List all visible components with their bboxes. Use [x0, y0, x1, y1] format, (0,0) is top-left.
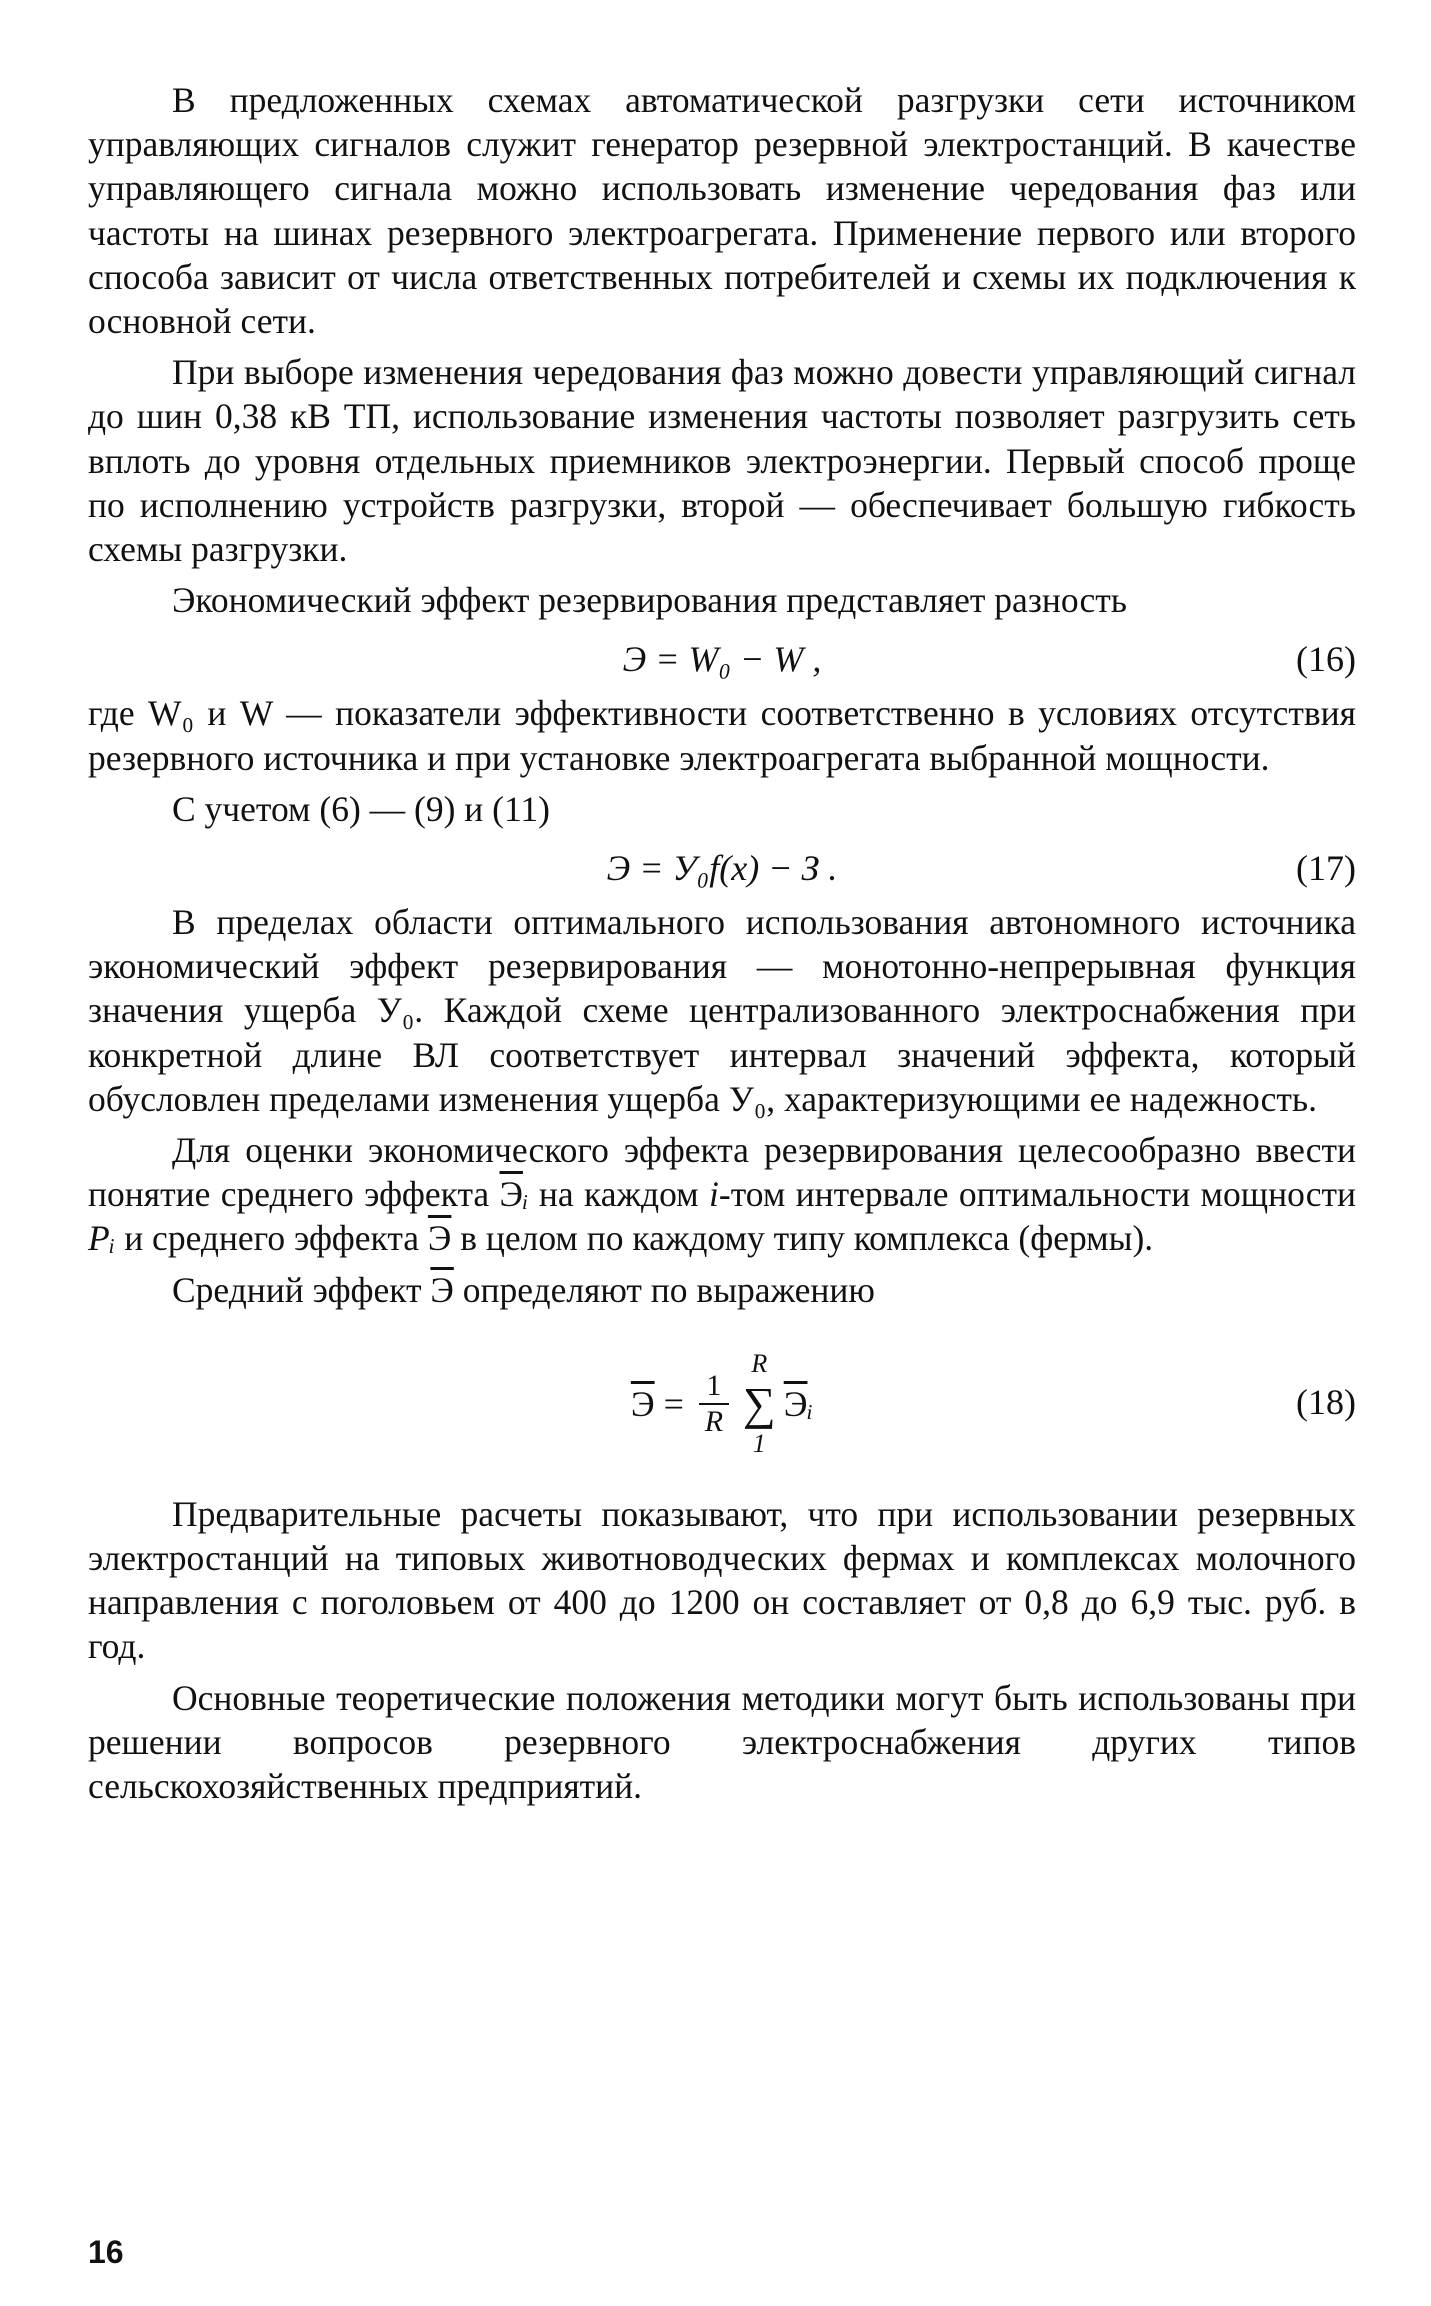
formula-18-denominator: R [704, 1404, 724, 1438]
formula-18-equals: = [654, 1383, 693, 1424]
paragraph-4: где W₀ и W — показатели эффективности соответственно в условиях отсутствия резервного источника и при установке электроагрегата выбранной мощности. [88, 693, 1356, 778]
p7-text-j: в целом по каждому типу комплекса (фермы). [451, 1218, 1154, 1259]
sum-sigma-symbol: ∑ [742, 1377, 776, 1429]
formula-18-lhs: Э [630, 1383, 655, 1424]
p7-text-f: -том интервале оптимальности мощности [718, 1174, 1356, 1215]
formula-18-number: (18) [1296, 1381, 1356, 1422]
paragraph-10: Основные теоретические положения методики могут быть использованы при решении вопросов резервного электроснабжения других типов сельскохозяйственных предприятий. [88, 1677, 1356, 1807]
p8-effect-symbol: Э [430, 1269, 454, 1310]
formula-18-fraction [699, 1369, 729, 1439]
page-number: 16 [88, 2234, 124, 2270]
formula-18-numerator: 1 [706, 1368, 722, 1402]
paragraph-9: Предварительные расчеты показывают, что при использовании резервных электростанций на типовых животноводческих фермах и комплексах молочного направления с поголовьем от 400 до 1200 он составляет от 0,8 до 6,9 тыс. руб. в год. [88, 1493, 1356, 1667]
formula-18-rhs-subscript: ᵢ [807, 1383, 814, 1424]
formula-18-rhs: Э [783, 1383, 808, 1424]
p7-text-a: Для оценки экономического эффекта резервирования целесообразно ввести понятие среднего эффекта [88, 1130, 1356, 1215]
paragraph-6: В пределах области оптимального использования автономного источника экономический эффект резервирования — монотонно-непрерывная функция значения ущерба У₀. Каждой схеме централизованного электроснабжения при конкретной длине ВЛ соответствует интервал значений эффекта, который обусловлен пределами изменения ущерба У₀, характеризующими ее надежность. [88, 902, 1356, 1119]
paragraph-8 [88, 1268, 1356, 1312]
p8-text-a: Средний эффект [172, 1269, 431, 1310]
sum-upper-limit: R [751, 1348, 768, 1378]
formula-17-number: (17) [1296, 848, 1356, 889]
sum-lower-limit: 1 [752, 1428, 766, 1458]
p8-text-c: определяют по выражению [453, 1269, 875, 1310]
p7-mean-effect-symbol: Э [499, 1174, 523, 1215]
paragraph-5: С учетом (6) — (9) и (11) [172, 788, 550, 829]
p7-power-symbol: Pᵢ [88, 1218, 116, 1259]
paragraph-1: В предложенных схемах автоматической разгрузки сети источником управляющих сигналов служит генератор резервной электростанций. В качестве управляющего сигнала можно использовать изменение чередования фаз или частоты на шинах резервного электроагрегата. Применение первого или второго способа зависит от числа ответственных потребителей и схемы их подключения к основной сети. [88, 80, 1356, 342]
p7-index-i: i [709, 1174, 719, 1215]
paragraph-7 [88, 1128, 1356, 1261]
formula-18-sum [743, 1344, 776, 1464]
formula-17-expression: Э = У₀f(x) − З . [606, 848, 838, 889]
formula-18-expression [88, 1320, 1356, 1488]
p7-text-h: и среднего эффекта [115, 1218, 428, 1259]
formula-16-expression: Э = W₀ − W , [622, 639, 822, 680]
formula-16 [88, 629, 1356, 687]
formula-17 [88, 838, 1356, 896]
paragraph-3: Экономический эффект резервирования представляет разность [172, 580, 1127, 621]
formula-18 [88, 1320, 1356, 1488]
p7-text-d: на каждом [528, 1174, 709, 1215]
p7-subscript-i: ᵢ [522, 1174, 529, 1215]
p7-average-effect-symbol: Э [427, 1218, 452, 1259]
formula-16-number: (16) [1296, 639, 1356, 680]
paragraph-2: При выборе изменения чередования фаз можно довести управляющий сигнал до шин 0,38 кВ ТП, использование изменения частоты позволяет разгрузить сеть вплоть до уровня отдельных приемников электроэнергии. Первый способ проще по исполнению устройств разгрузки, второй — обеспечивает большую гибкость схемы разгрузки. [88, 352, 1356, 570]
